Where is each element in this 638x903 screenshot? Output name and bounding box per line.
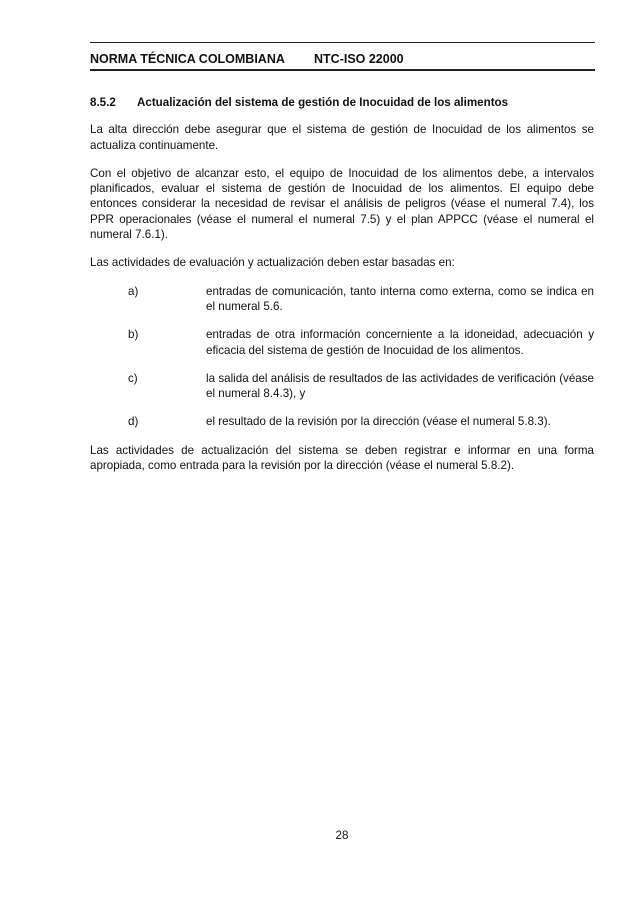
list-item [128,371,594,402]
page-header [90,51,595,67]
paragraph-2: Con el objetivo de alcanzar esto, el equipo de Inocuidad de los alimentos debe, a intervalos planificados, evaluar el sistema de gestión de Inocuidad de los alimentos. El equipo debe entonces considerar la necesidad de revisar el análisis de peligros (véase el numeral 7.4), los PPR operacionales (véase el numeral el numeral 7.5) y el plan APPCC (véase el numeral el numeral 7.6.1). [90,166,594,242]
header-bottom-rule [90,69,595,71]
list-marker: d) [128,415,139,429]
section-heading [90,95,594,110]
list-marker: a) [128,284,139,298]
page-number: 28 [335,829,349,842]
basis-list [90,284,594,430]
list-marker: b) [128,328,139,342]
header-top-rule [90,42,595,43]
standard-code: NTC-ISO 22000 [314,52,404,66]
list-item [128,414,594,429]
list-item-text: entradas de otra información concerniente a la idoneidad, adecuación y eficacia del sistema de gestión de Inocuidad de los alimentos. [206,328,594,357]
list-item-text: el resultado de la revisión por la dirección (véase el numeral 5.8.3). [206,415,551,429]
section-title: Actualización del sistema de gestión de Inocuidad de los alimentos [137,96,509,109]
list-item-text: la salida del análisis de resultados de las actividades de verificación (véase el numeral 8.4.3), y [206,371,594,401]
list-item [128,327,594,358]
document-body [90,95,594,486]
list-item-text: entradas de comunicación, tanto interna como externa, como se indica en el numeral 5.6. [206,284,594,313]
standard-name: NORMA TÉCNICA COLOMBIANA [90,52,285,66]
list-item [128,284,594,315]
paragraph-1: La alta dirección debe asegurar que el sistema de gestión de Inocuidad de los alimentos se actualiza continuamente. [90,123,594,152]
paragraph-3: Las actividades de evaluación y actualización deben estar basadas en: [90,256,455,270]
closing-paragraph: Las actividades de actualización del sistema se deben registrar e informar en una forma apropiada, como entrada para la revisión por la dirección (véase el numeral 5.8.2). [90,443,594,473]
section-number: 8.5.2 [90,96,116,109]
list-marker: c) [128,371,138,385]
